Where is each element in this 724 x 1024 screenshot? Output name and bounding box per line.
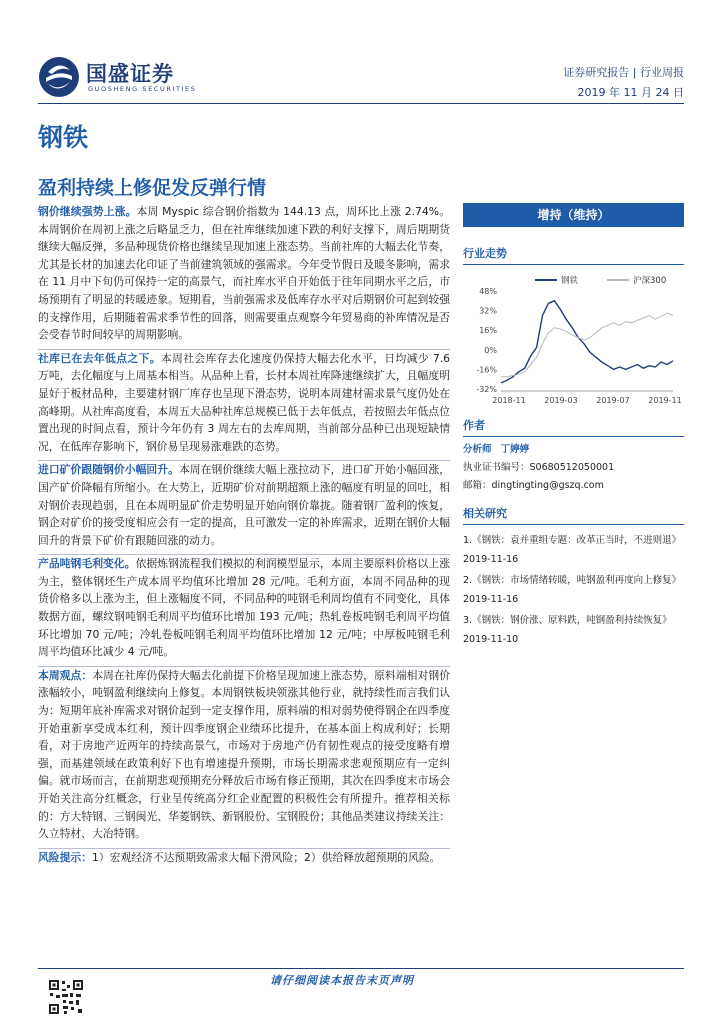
footer-divider bbox=[38, 968, 684, 969]
section-body: 本周 Myspic 综合钢价指数为 144.13 点，周环比上涨 2.74%。本周钢价在周初上涨之后略显乏力，但在社库继续加速下跌的利好支撑下，周后期期货继续大幅反弹，多品种现货价格也继续呈现加速上涨态势。当前社库的大幅去化节奏，尤其是长材的加速去化印证了当前建筑领域的强需求。今年受节假日及暖冬影响，需求在 11 月中下旬仍可保持一定的高景气，而社库水平自开始低于往年同期水平之后，市场预期有了明显的转暖迹象。短期看，当前强需求及低库存水平对后期钢价可起到较强的支撑作用，后期随着需求季节性的回落，则需要重点观察今年贸易商的补库情况是否会受春节时间较早的周期影响。 bbox=[38, 205, 451, 342]
qr-code-icon bbox=[48, 979, 84, 1015]
y-tick-label: -32% bbox=[476, 385, 497, 394]
section-margin bbox=[38, 555, 450, 661]
sector-title: 钢铁 bbox=[38, 123, 89, 152]
section-heading: 产品吨钢毛利变化。 bbox=[38, 557, 136, 571]
section-body: 本周社会库存去化速度仍保持大幅去化水平，日均减少 7.6 万吨，去化幅度与上周基本相当。从品种上看，长材本周社库降速继续扩大，且幅度明显好于板材品种，主要建材钢厂库存也呈现下滑态势，说明本周建材需求景气度仍处在高峰期。从社库高度看，本周五大品种社库总规模已低于去年低点，若按照去年低点位置出现的时间点看，预计今年仍有 3 周左右的去库周期，当前部分品种已出现短缺情况，在低库存影响下，钢价易呈现易涨难跌的态势。 bbox=[38, 351, 450, 453]
guosheng-logo-icon bbox=[38, 56, 80, 98]
related-report-date: 2019-11-16 bbox=[463, 594, 519, 605]
company-name-cn: 国盛证券 bbox=[86, 62, 174, 86]
section-steel-price bbox=[38, 203, 450, 344]
y-tick-label: -16% bbox=[476, 365, 497, 375]
section-body: 依据炼钢流程我们模拟的利润模型显示，本周主要原料价格以上涨为主，整体钢坯生产成本周平均值环比增加 28 元/吨。毛利方面，本周不同品种的现货价格多以上涨为主，但上涨幅度不同，不同品种的吨钢毛利周均值有不同变化，具体数据方面，螺纹钢吨钢毛利周平均值环比增加 193 元/吨；热轧卷板吨钢毛利周平均值环比增加 70 元/吨；冷轧卷板吨钢毛利周平均值环比增加 12 元/吨；中厚板吨钢毛利周平均值环比减少 4 元/吨。 bbox=[38, 557, 451, 659]
rating-badge: 增持（维持） bbox=[463, 203, 684, 227]
x-tick-label: 2018-11 bbox=[492, 396, 526, 405]
series-line-steel bbox=[501, 301, 673, 383]
legend-label: 沪深300 bbox=[633, 276, 667, 286]
y-tick-label: 48% bbox=[479, 287, 497, 296]
main-content bbox=[38, 203, 450, 866]
company-logo bbox=[38, 56, 228, 100]
analyst-name: 丁婷婷 bbox=[500, 444, 530, 455]
email-link[interactable]: dingtingting@gszq.com bbox=[491, 480, 604, 491]
footer-disclaimer: 请仔细阅读本报告末页声明 bbox=[270, 974, 414, 987]
related-report-link[interactable]: 3.《钢铁：钢价涨、原料跌，吨钢盈利持续恢复》 bbox=[463, 615, 672, 626]
trend-section-title: 行业走势 bbox=[463, 245, 684, 265]
report-type: 证券研究报告 | 行业周报 bbox=[563, 66, 684, 79]
section-risk bbox=[38, 849, 450, 867]
cert-label: 执业证书编号： bbox=[463, 462, 530, 473]
analyst-label: 分析师 bbox=[463, 444, 492, 455]
x-tick-label: 2019-07 bbox=[596, 396, 630, 405]
email-label: 邮箱： bbox=[463, 480, 492, 491]
related-report-date: 2019-11-16 bbox=[463, 554, 519, 565]
section-body: 1）宏观经济不达预期致需求大幅下滑风险；2）供给释放超预期的风险。 bbox=[91, 850, 441, 864]
header-divider bbox=[38, 103, 684, 104]
section-iron-ore bbox=[38, 461, 450, 549]
cert-row bbox=[463, 459, 684, 477]
section-heading: 风险提示： bbox=[38, 850, 92, 864]
report-date: 2019 年 11 月 24 日 bbox=[577, 86, 684, 99]
industry-trend-chart bbox=[463, 269, 684, 409]
section-inventory bbox=[38, 350, 450, 456]
section-heading: 本周观点： bbox=[38, 668, 93, 682]
section-body: 本周在社库仍保持大幅去化前提下价格呈现加速上涨态势，原料端相对钢价涨幅较小，吨钢盈利继续向上修复。本周钢铁板块领涨其他行业，就持续性而言我们认为：短期年底补库需求对钢价起到一定支撑作用，原料端的相对弱势使得钢企在四季度开始重新享受成本红利，预计四季度钢企业绩环比提升，在基本面上构成利好；长期看，对于房地产近两年的持续高景气，市场对于房地产仍有韧性观点的接受度略有增强，而基建领域在政策利好下也有增速提升预期，市场长期需求悲观预期应有一定纠偏。就市场而言，在前期悲观预期充分释放后市场有修正预期，其次在四季度末市场会开始关注高分红概念，行业呈传统高分红企业配置的积极性会有所提升。推荐相关标的：方大特钢、三钢闽光、华菱钢铁、新钢股份、宝钢股份；其他品类建议持续关注：久立特材、大冶特钢。 bbox=[38, 668, 450, 841]
cert-number: S0680512050001 bbox=[529, 462, 615, 473]
y-tick-label: 0% bbox=[484, 345, 497, 355]
email-row bbox=[463, 477, 684, 495]
related-report-date: 2019-11-10 bbox=[463, 634, 519, 645]
analyst-row bbox=[463, 441, 684, 459]
section-body: 本周在钢价继续大幅上涨拉动下，进口矿开始小幅回涨，国产矿价降幅有所缩小。在大势上，近期矿价对前期超额上涨的幅度有明显的回吐，相对钢价表现趋弱，且在本周明显矿价走势明显开始向钢价靠拢。随着钢厂盈利的恢复，钢企对矿价的接受度相应会有一定的提高，且可激发一定的补库需求，近期在钢价大幅回升的背景下矿价有跟随回涨的动力。 bbox=[38, 463, 451, 547]
report-title: 盈利持续上修促发反弹行情 bbox=[38, 177, 267, 199]
x-tick-label: 2019-11 bbox=[648, 396, 682, 405]
author-section-title: 作者 bbox=[463, 417, 684, 437]
y-tick-label: 32% bbox=[479, 306, 497, 316]
legend-label: 钢铁 bbox=[561, 276, 579, 286]
sidebar bbox=[463, 203, 684, 645]
company-name-en: GUOSHENG SECURITIES bbox=[88, 85, 197, 93]
related-section-title: 相关研究 bbox=[463, 505, 684, 525]
section-heading: 社库已在去年低点之下。 bbox=[38, 351, 161, 365]
y-tick-label: 16% bbox=[479, 326, 497, 336]
trend-chart-svg bbox=[463, 269, 684, 409]
related-report-link[interactable]: 1.《钢铁：袁并重组专题：改革正当时，不进则退》 bbox=[463, 535, 682, 546]
x-tick-label: 2019-03 bbox=[544, 396, 578, 405]
related-report-link[interactable]: 2.《钢铁：市场情绪转暖，吨钢盈利再度向上修复》 bbox=[463, 575, 682, 586]
section-heading: 进口矿价跟随钢价小幅回升。 bbox=[38, 463, 179, 477]
section-view bbox=[38, 667, 450, 843]
section-heading: 钢价继续强势上涨。 bbox=[38, 205, 137, 218]
